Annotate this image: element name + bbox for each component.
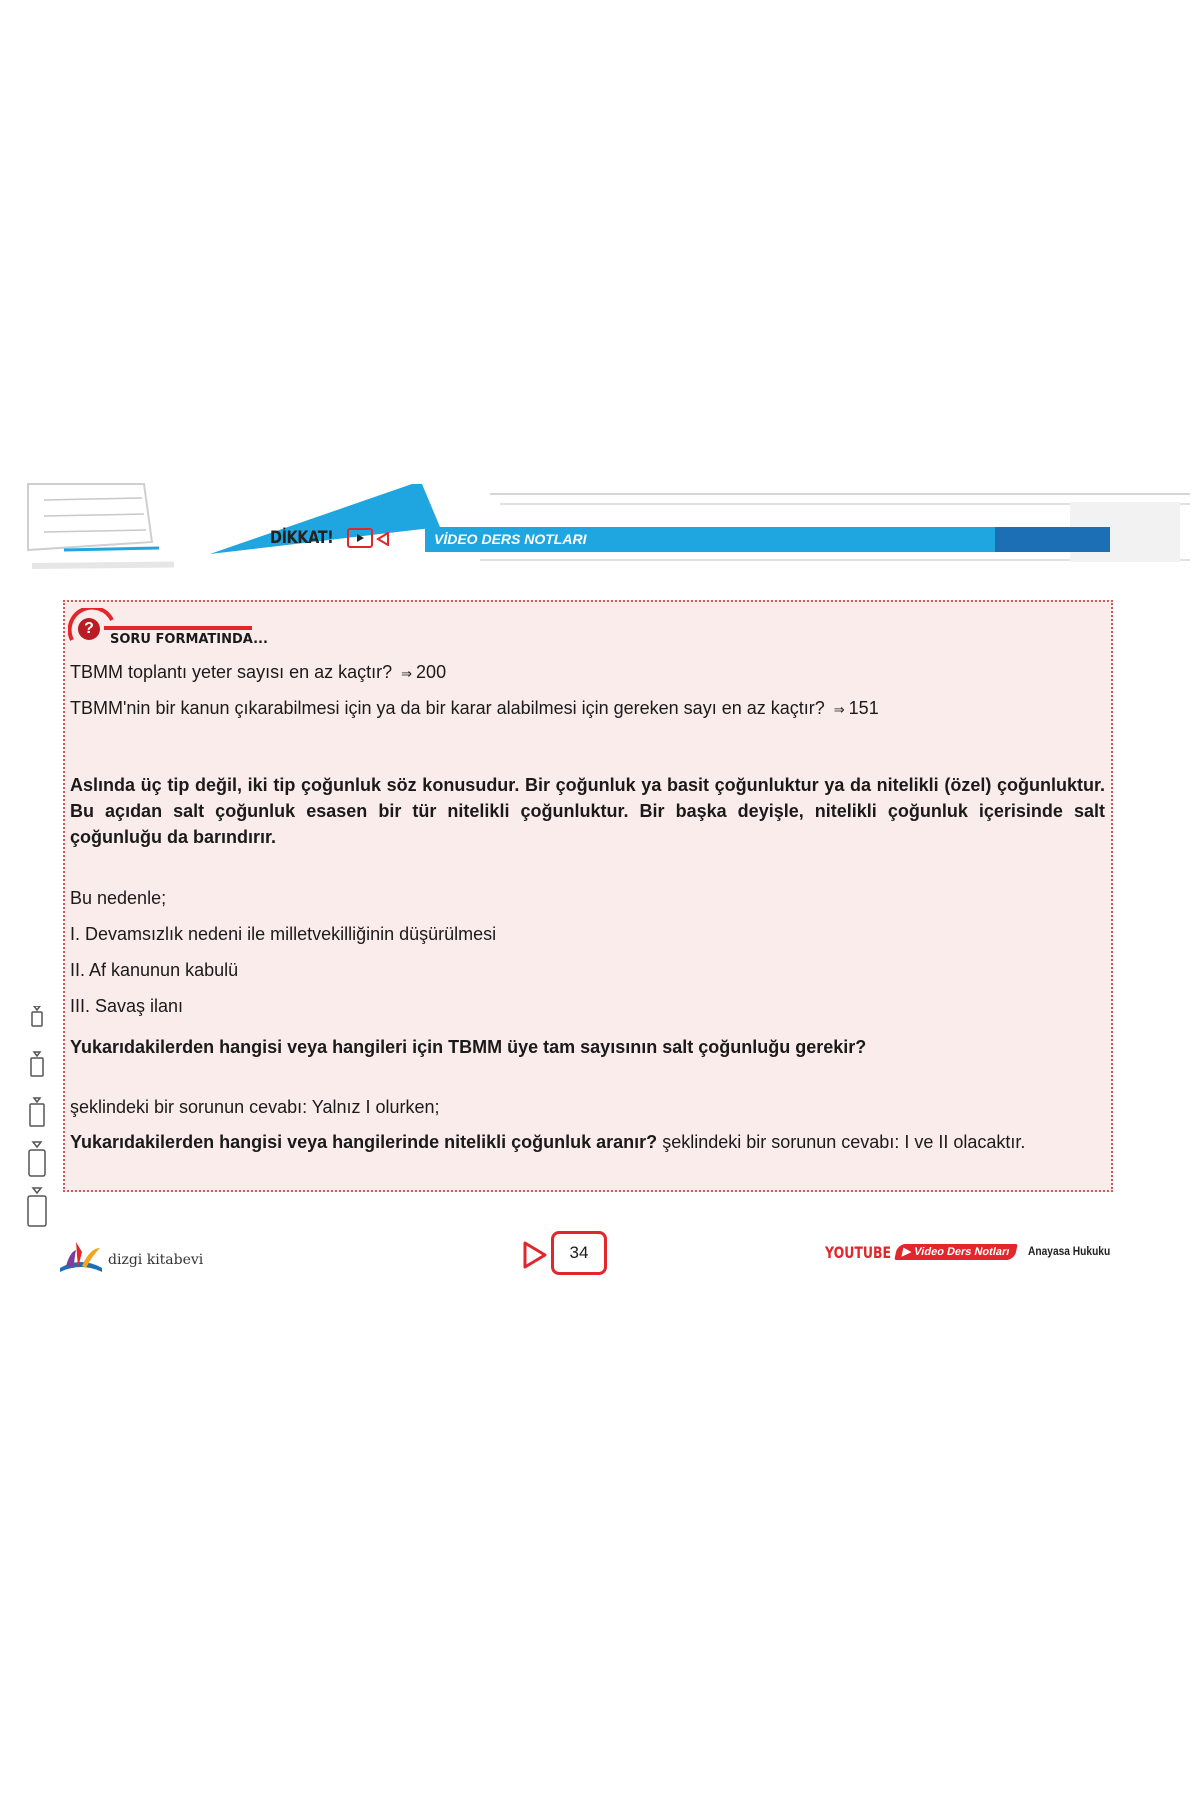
publisher-name: dizgi kitabevi <box>108 1252 204 1268</box>
question-1 <box>70 662 446 684</box>
subject-label: Anayasa Hukuku <box>1028 1244 1111 1258</box>
video-notes-badge: ▶ Video Ders Notları <box>894 1244 1017 1260</box>
final-line <box>70 1132 1025 1152</box>
list-item: II. Af kanunun kabulü <box>70 960 239 980</box>
list-item: I. Devamsızlık nedeni ile milletvekilliğinin düşürülmesi <box>70 924 497 944</box>
question-icon: ? <box>78 618 100 640</box>
answer-line: şeklindeki bir sorunun cevabı: Yalnız I olurken; <box>70 1097 440 1117</box>
arrow-icon: ⇒ <box>833 702 845 717</box>
publisher-logo-icon <box>56 1238 106 1278</box>
section-title: VİDEO DERS NOTLARI <box>434 531 587 547</box>
question-2 <box>70 698 879 720</box>
page-number: 34 <box>551 1231 607 1275</box>
question-2-text: TBMM'nin bir kanun çıkarabilmesi için ya da bir karar alabilmesi için gereken sayı en az kaçtır? <box>70 698 825 718</box>
question-2-answer: 151 <box>848 698 879 718</box>
label-underline <box>104 626 252 630</box>
question-1-text: TBMM toplantı yeter sayısı en az kaçtır? <box>70 662 393 682</box>
header-decor-lines <box>24 480 174 570</box>
question-1-answer: 200 <box>416 662 447 682</box>
side-decor-icons <box>26 1006 48 1228</box>
arrow-icon: ⇒ <box>401 666 413 681</box>
section-bar-end <box>995 527 1110 552</box>
dikkat-label: DİKKAT! <box>270 528 334 548</box>
final-answer: şeklindeki bir sorunun cevabı: I ve II olacaktır. <box>657 1132 1026 1152</box>
main-question: Yukarıdakilerden hangisi veya hangileri için TBMM üye tam sayısının salt çoğunluğu gerekir? <box>70 1037 867 1057</box>
soru-formatinda-label: SORU FORMATINDA... <box>110 632 268 647</box>
list-item: III. Savaş ilanı <box>70 996 184 1016</box>
youtube-label: YOUTUBE <box>825 1243 892 1262</box>
explanation-paragraph: Aslında üç tip değil, iki tip çoğunluk söz konusudur. Bir çoğunluk ya basit çoğunluktur ya da nitelikli (özel) çoğunluktur. Bu açıdan salt çoğunluk esasen bir tür nitelikli çoğunluktur. Bir başka deyişle, nitelikli çoğunluk içerisinde salt çoğunluğu da barındırır. <box>70 775 1105 847</box>
reason-text: Bu nedenle; <box>70 888 167 908</box>
final-question: Yukarıdakilerden hangisi veya hangilerinde nitelikli çoğunluk aranır? <box>70 1132 658 1152</box>
triangle-outline-icon <box>376 532 390 546</box>
play-outline-icon <box>522 1240 548 1270</box>
play-icon <box>347 528 373 548</box>
